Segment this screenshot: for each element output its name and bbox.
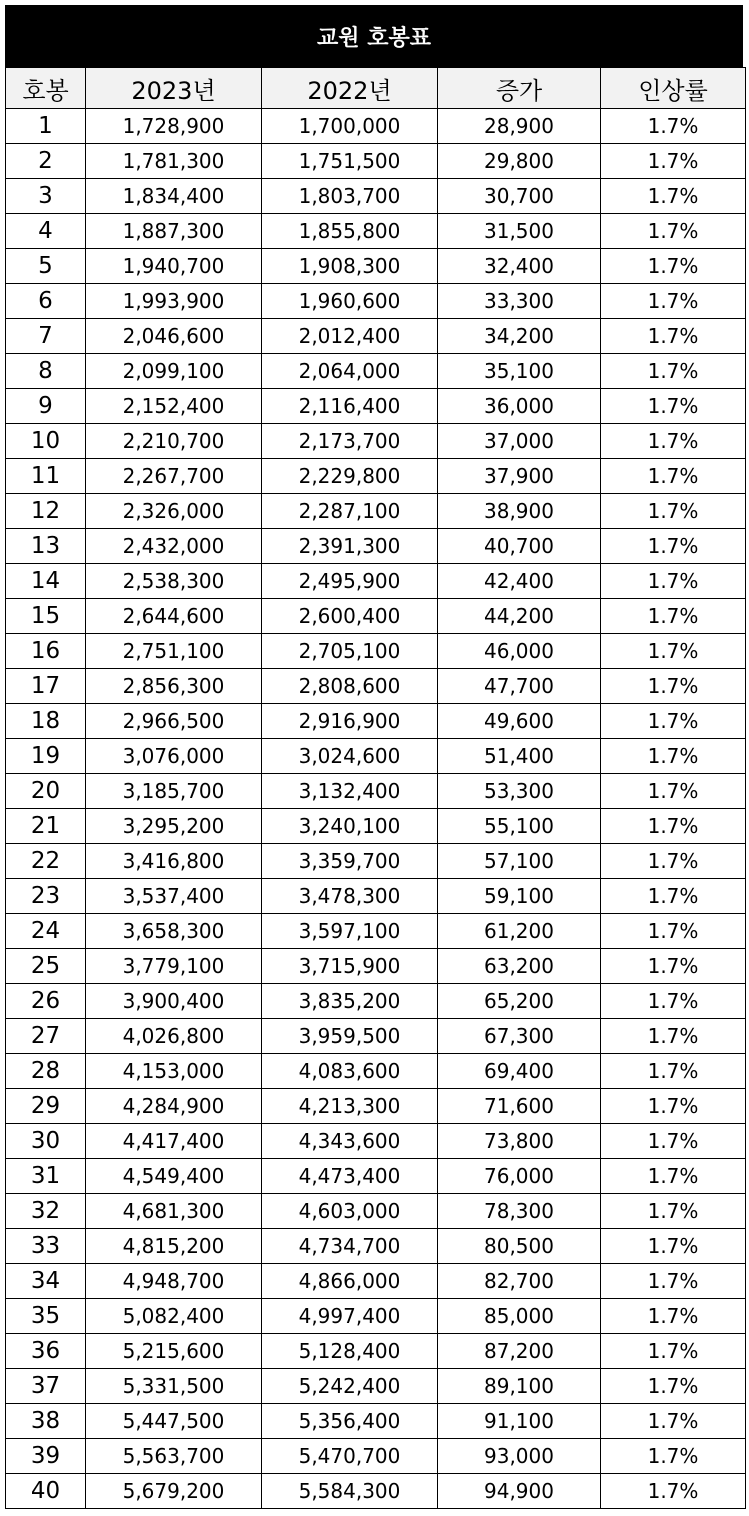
rate-cell: 1.7% <box>601 144 746 179</box>
table-row <box>6 424 746 459</box>
increase-cell: 82,700 <box>438 1264 601 1299</box>
header-increase: 증가 <box>438 68 601 109</box>
step-cell: 11 <box>6 459 86 494</box>
increase-cell: 93,000 <box>438 1439 601 1474</box>
salary-2023-cell: 2,751,100 <box>86 634 262 669</box>
increase-cell: 40,700 <box>438 529 601 564</box>
salary-2022-cell: 2,495,900 <box>262 564 438 599</box>
step-cell: 38 <box>6 1404 86 1439</box>
table-row <box>6 494 746 529</box>
table-row <box>6 1474 746 1509</box>
salary-2023-cell: 3,900,400 <box>86 984 262 1019</box>
salary-2022-cell: 2,391,300 <box>262 529 438 564</box>
step-cell: 5 <box>6 249 86 284</box>
rate-cell: 1.7% <box>601 564 746 599</box>
salary-2022-cell: 2,916,900 <box>262 704 438 739</box>
rate-cell: 1.7% <box>601 109 746 144</box>
table-row <box>6 109 746 144</box>
salary-2023-cell: 3,658,300 <box>86 914 262 949</box>
salary-2022-cell: 5,470,700 <box>262 1439 438 1474</box>
rate-cell: 1.7% <box>601 914 746 949</box>
salary-2022-cell: 3,240,100 <box>262 809 438 844</box>
increase-cell: 57,100 <box>438 844 601 879</box>
step-cell: 29 <box>6 1089 86 1124</box>
table-row <box>6 844 746 879</box>
salary-2023-cell: 2,267,700 <box>86 459 262 494</box>
rate-cell: 1.7% <box>601 1334 746 1369</box>
salary-2023-cell: 2,966,500 <box>86 704 262 739</box>
table-row <box>6 249 746 284</box>
increase-cell: 37,000 <box>438 424 601 459</box>
table-row <box>6 599 746 634</box>
header-step: 호봉 <box>6 68 86 109</box>
salary-2023-cell: 1,940,700 <box>86 249 262 284</box>
step-cell: 8 <box>6 354 86 389</box>
salary-2022-cell: 2,012,400 <box>262 319 438 354</box>
salary-2023-cell: 5,563,700 <box>86 1439 262 1474</box>
salary-2022-cell: 1,700,000 <box>262 109 438 144</box>
table-row <box>6 179 746 214</box>
increase-cell: 94,900 <box>438 1474 601 1509</box>
table-row <box>6 214 746 249</box>
increase-cell: 35,100 <box>438 354 601 389</box>
salary-2022-cell: 1,803,700 <box>262 179 438 214</box>
rate-cell: 1.7% <box>601 494 746 529</box>
salary-2022-cell: 4,213,300 <box>262 1089 438 1124</box>
table-row <box>6 1054 746 1089</box>
header-2023: 2023년 <box>86 68 262 109</box>
increase-cell: 80,500 <box>438 1229 601 1264</box>
step-cell: 3 <box>6 179 86 214</box>
step-cell: 27 <box>6 1019 86 1054</box>
salary-2022-cell: 5,356,400 <box>262 1404 438 1439</box>
step-cell: 20 <box>6 774 86 809</box>
salary-2023-cell: 3,185,700 <box>86 774 262 809</box>
salary-2023-cell: 2,644,600 <box>86 599 262 634</box>
table-row <box>6 1439 746 1474</box>
salary-2022-cell: 4,866,000 <box>262 1264 438 1299</box>
salary-2023-cell: 4,549,400 <box>86 1159 262 1194</box>
salary-2022-cell: 3,715,900 <box>262 949 438 984</box>
salary-2022-cell: 5,242,400 <box>262 1369 438 1404</box>
increase-cell: 76,000 <box>438 1159 601 1194</box>
increase-cell: 38,900 <box>438 494 601 529</box>
table-row <box>6 459 746 494</box>
rate-cell: 1.7% <box>601 1159 746 1194</box>
table-row <box>6 704 746 739</box>
salary-2023-cell: 1,993,900 <box>86 284 262 319</box>
increase-cell: 51,400 <box>438 739 601 774</box>
increase-cell: 71,600 <box>438 1089 601 1124</box>
rate-cell: 1.7% <box>601 739 746 774</box>
salary-2022-cell: 2,600,400 <box>262 599 438 634</box>
rate-cell: 1.7% <box>601 1194 746 1229</box>
salary-2023-cell: 1,728,900 <box>86 109 262 144</box>
table-row <box>6 774 746 809</box>
table-row <box>6 1264 746 1299</box>
salary-2022-cell: 4,997,400 <box>262 1299 438 1334</box>
salary-2022-cell: 2,808,600 <box>262 669 438 704</box>
increase-cell: 44,200 <box>438 599 601 634</box>
increase-cell: 91,100 <box>438 1404 601 1439</box>
increase-cell: 87,200 <box>438 1334 601 1369</box>
table-row <box>6 984 746 1019</box>
increase-cell: 49,600 <box>438 704 601 739</box>
salary-2023-cell: 4,026,800 <box>86 1019 262 1054</box>
salary-2023-cell: 4,153,000 <box>86 1054 262 1089</box>
step-cell: 18 <box>6 704 86 739</box>
increase-cell: 32,400 <box>438 249 601 284</box>
salary-2023-cell: 5,082,400 <box>86 1299 262 1334</box>
table-row <box>6 1159 746 1194</box>
rate-cell: 1.7% <box>601 1264 746 1299</box>
table-row <box>6 1404 746 1439</box>
step-cell: 17 <box>6 669 86 704</box>
salary-2022-cell: 2,173,700 <box>262 424 438 459</box>
salary-2023-cell: 4,284,900 <box>86 1089 262 1124</box>
increase-cell: 55,100 <box>438 809 601 844</box>
increase-cell: 78,300 <box>438 1194 601 1229</box>
table-row <box>6 319 746 354</box>
table-row <box>6 529 746 564</box>
salary-2023-cell: 3,076,000 <box>86 739 262 774</box>
salary-2022-cell: 3,478,300 <box>262 879 438 914</box>
salary-2023-cell: 3,537,400 <box>86 879 262 914</box>
salary-2023-cell: 1,781,300 <box>86 144 262 179</box>
salary-2022-cell: 1,960,600 <box>262 284 438 319</box>
salary-2022-cell: 4,734,700 <box>262 1229 438 1264</box>
increase-cell: 73,800 <box>438 1124 601 1159</box>
step-cell: 7 <box>6 319 86 354</box>
increase-cell: 61,200 <box>438 914 601 949</box>
increase-cell: 89,100 <box>438 1369 601 1404</box>
salary-2022-cell: 5,128,400 <box>262 1334 438 1369</box>
salary-2022-cell: 2,116,400 <box>262 389 438 424</box>
increase-cell: 36,000 <box>438 389 601 424</box>
salary-2023-cell: 2,152,400 <box>86 389 262 424</box>
salary-2022-cell: 1,855,800 <box>262 214 438 249</box>
salary-2022-cell: 2,705,100 <box>262 634 438 669</box>
rate-cell: 1.7% <box>601 949 746 984</box>
step-cell: 26 <box>6 984 86 1019</box>
table-row <box>6 879 746 914</box>
step-cell: 9 <box>6 389 86 424</box>
step-cell: 36 <box>6 1334 86 1369</box>
salary-2023-cell: 2,099,100 <box>86 354 262 389</box>
increase-cell: 69,400 <box>438 1054 601 1089</box>
salary-2022-cell: 3,024,600 <box>262 739 438 774</box>
rate-cell: 1.7% <box>601 1439 746 1474</box>
rate-cell: 1.7% <box>601 179 746 214</box>
header-row <box>6 68 746 109</box>
table-row <box>6 1299 746 1334</box>
step-cell: 40 <box>6 1474 86 1509</box>
step-cell: 4 <box>6 214 86 249</box>
step-cell: 15 <box>6 599 86 634</box>
rate-cell: 1.7% <box>601 774 746 809</box>
salary-2023-cell: 2,538,300 <box>86 564 262 599</box>
salary-2023-cell: 5,331,500 <box>86 1369 262 1404</box>
step-cell: 30 <box>6 1124 86 1159</box>
salary-2023-cell: 3,779,100 <box>86 949 262 984</box>
table-body <box>6 109 746 1509</box>
rate-cell: 1.7% <box>601 249 746 284</box>
salary-2022-cell: 3,835,200 <box>262 984 438 1019</box>
step-cell: 6 <box>6 284 86 319</box>
salary-2022-cell: 5,584,300 <box>262 1474 438 1509</box>
rate-cell: 1.7% <box>601 669 746 704</box>
increase-cell: 85,000 <box>438 1299 601 1334</box>
step-cell: 28 <box>6 1054 86 1089</box>
table-row <box>6 634 746 669</box>
table-row <box>6 1334 746 1369</box>
rate-cell: 1.7% <box>601 1369 746 1404</box>
increase-cell: 28,900 <box>438 109 601 144</box>
step-cell: 2 <box>6 144 86 179</box>
increase-cell: 65,200 <box>438 984 601 1019</box>
rate-cell: 1.7% <box>601 634 746 669</box>
rate-cell: 1.7% <box>601 389 746 424</box>
table-row <box>6 1089 746 1124</box>
salary-2023-cell: 2,856,300 <box>86 669 262 704</box>
rate-cell: 1.7% <box>601 1054 746 1089</box>
table-row <box>6 1019 746 1054</box>
step-cell: 35 <box>6 1299 86 1334</box>
step-cell: 14 <box>6 564 86 599</box>
rate-cell: 1.7% <box>601 704 746 739</box>
step-cell: 32 <box>6 1194 86 1229</box>
rate-cell: 1.7% <box>601 459 746 494</box>
step-cell: 10 <box>6 424 86 459</box>
salary-2023-cell: 2,046,600 <box>86 319 262 354</box>
increase-cell: 30,700 <box>438 179 601 214</box>
rate-cell: 1.7% <box>601 1019 746 1054</box>
table-row <box>6 354 746 389</box>
table-header <box>6 68 746 109</box>
salary-2023-cell: 4,681,300 <box>86 1194 262 1229</box>
rate-cell: 1.7% <box>601 599 746 634</box>
salary-2023-cell: 5,215,600 <box>86 1334 262 1369</box>
table-row <box>6 564 746 599</box>
step-cell: 39 <box>6 1439 86 1474</box>
step-cell: 16 <box>6 634 86 669</box>
salary-2022-cell: 2,287,100 <box>262 494 438 529</box>
table-row <box>6 144 746 179</box>
table-row <box>6 389 746 424</box>
rate-cell: 1.7% <box>601 319 746 354</box>
increase-cell: 31,500 <box>438 214 601 249</box>
table-row <box>6 284 746 319</box>
salary-2023-cell: 4,417,400 <box>86 1124 262 1159</box>
increase-cell: 59,100 <box>438 879 601 914</box>
rate-cell: 1.7% <box>601 1474 746 1509</box>
table-row <box>6 669 746 704</box>
salary-2022-cell: 3,959,500 <box>262 1019 438 1054</box>
table-row <box>6 809 746 844</box>
header-rate: 인상률 <box>601 68 746 109</box>
table-row <box>6 1194 746 1229</box>
salary-step-table <box>5 67 746 1509</box>
salary-2022-cell: 3,359,700 <box>262 844 438 879</box>
salary-2022-cell: 4,343,600 <box>262 1124 438 1159</box>
table-title: 교원 호봉표 <box>5 5 743 67</box>
rate-cell: 1.7% <box>601 1089 746 1124</box>
increase-cell: 63,200 <box>438 949 601 984</box>
salary-2023-cell: 1,887,300 <box>86 214 262 249</box>
rate-cell: 1.7% <box>601 424 746 459</box>
increase-cell: 67,300 <box>438 1019 601 1054</box>
rate-cell: 1.7% <box>601 1404 746 1439</box>
table-row <box>6 914 746 949</box>
step-cell: 24 <box>6 914 86 949</box>
step-cell: 19 <box>6 739 86 774</box>
increase-cell: 34,200 <box>438 319 601 354</box>
salary-2023-cell: 2,432,000 <box>86 529 262 564</box>
increase-cell: 53,300 <box>438 774 601 809</box>
salary-2022-cell: 3,132,400 <box>262 774 438 809</box>
salary-2023-cell: 2,210,700 <box>86 424 262 459</box>
rate-cell: 1.7% <box>601 984 746 1019</box>
salary-2023-cell: 5,679,200 <box>86 1474 262 1509</box>
header-2022: 2022년 <box>262 68 438 109</box>
rate-cell: 1.7% <box>601 1124 746 1159</box>
increase-cell: 29,800 <box>438 144 601 179</box>
rate-cell: 1.7% <box>601 844 746 879</box>
salary-2022-cell: 1,908,300 <box>262 249 438 284</box>
step-cell: 37 <box>6 1369 86 1404</box>
salary-2022-cell: 3,597,100 <box>262 914 438 949</box>
increase-cell: 33,300 <box>438 284 601 319</box>
rate-cell: 1.7% <box>601 529 746 564</box>
salary-2022-cell: 2,229,800 <box>262 459 438 494</box>
salary-2023-cell: 3,295,200 <box>86 809 262 844</box>
step-cell: 34 <box>6 1264 86 1299</box>
rate-cell: 1.7% <box>601 284 746 319</box>
salary-2022-cell: 4,603,000 <box>262 1194 438 1229</box>
salary-2023-cell: 4,948,700 <box>86 1264 262 1299</box>
increase-cell: 46,000 <box>438 634 601 669</box>
step-cell: 33 <box>6 1229 86 1264</box>
rate-cell: 1.7% <box>601 1299 746 1334</box>
salary-2023-cell: 5,447,500 <box>86 1404 262 1439</box>
table-row <box>6 1369 746 1404</box>
salary-2022-cell: 2,064,000 <box>262 354 438 389</box>
increase-cell: 37,900 <box>438 459 601 494</box>
salary-2023-cell: 3,416,800 <box>86 844 262 879</box>
rate-cell: 1.7% <box>601 214 746 249</box>
step-cell: 23 <box>6 879 86 914</box>
salary-2023-cell: 1,834,400 <box>86 179 262 214</box>
salary-2023-cell: 4,815,200 <box>86 1229 262 1264</box>
rate-cell: 1.7% <box>601 1229 746 1264</box>
step-cell: 1 <box>6 109 86 144</box>
salary-2022-cell: 4,473,400 <box>262 1159 438 1194</box>
step-cell: 25 <box>6 949 86 984</box>
step-cell: 13 <box>6 529 86 564</box>
salary-2023-cell: 2,326,000 <box>86 494 262 529</box>
step-cell: 22 <box>6 844 86 879</box>
table-row <box>6 1124 746 1159</box>
step-cell: 12 <box>6 494 86 529</box>
step-cell: 21 <box>6 809 86 844</box>
salary-2022-cell: 4,083,600 <box>262 1054 438 1089</box>
rate-cell: 1.7% <box>601 354 746 389</box>
table-row <box>6 739 746 774</box>
increase-cell: 42,400 <box>438 564 601 599</box>
table-row <box>6 949 746 984</box>
increase-cell: 47,700 <box>438 669 601 704</box>
salary-2022-cell: 1,751,500 <box>262 144 438 179</box>
rate-cell: 1.7% <box>601 879 746 914</box>
rate-cell: 1.7% <box>601 809 746 844</box>
table-row <box>6 1229 746 1264</box>
step-cell: 31 <box>6 1159 86 1194</box>
